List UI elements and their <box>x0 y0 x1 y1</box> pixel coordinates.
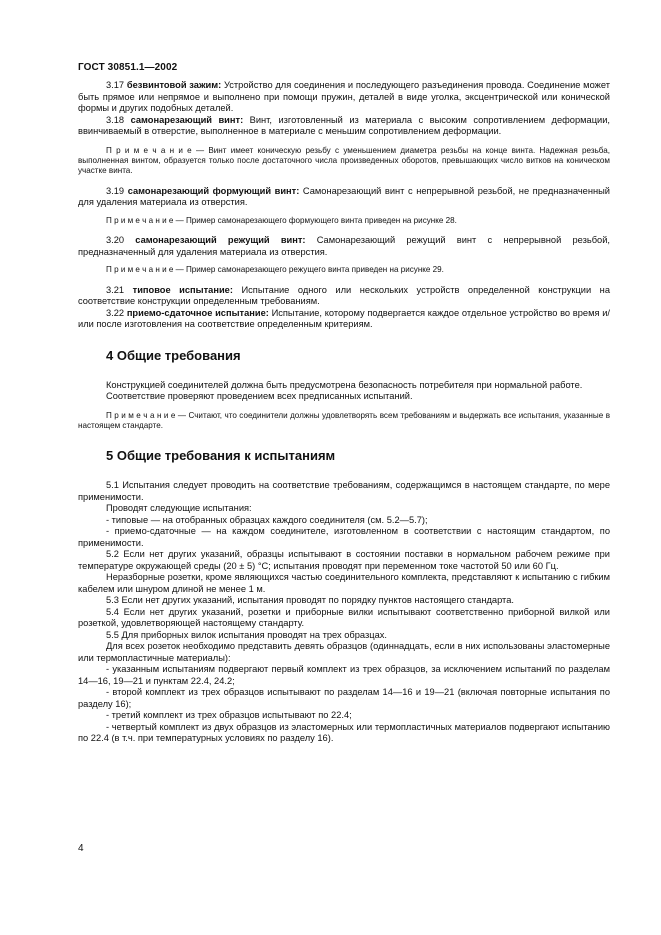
note-3-18: П р и м е ч а н и е — Винт имеет коническую резьбу с уменьшением диаметра резьбы на конце винта. Надежная резьба, выполненная винтом, образуется только после достаточного числа произведенных оборотов, превышающих число витков на коническом участке винта. <box>78 145 611 176</box>
section-4-note: П р и м е ч а н и е — Считают, что соединители должны удовлетворять всем требованиям и выдержать все испытания, указанные в настоящем стандарте. <box>78 410 610 430</box>
definition-3-18: 3.18 самонарезающий винт: Винт, изготовленный из материала с высоким сопротивлением деформации, ввинчиваемый в отверстие, выполненное в материале с меньшим сопротивлением деформации. <box>78 114 610 136</box>
clause-5-5: 5.5 Для приборных вилок испытания проводят на трех образцах. <box>106 629 387 640</box>
list-item: - типовые — на отобранных образцах каждого соединителя (см. 5.2—5.7); <box>106 514 428 525</box>
list-item: - третий комплект из трех образцов испытывают по 22.4; <box>106 710 352 721</box>
section-4-paragraph: Конструкцией соединителей должна быть предусмотрена безопасность потребителя при нормальной работе. <box>106 379 583 390</box>
clause-5-1: 5.1 Испытания следует проводить на соответствие требованиям, содержащимся в настоящем стандарте, по мере применимости. <box>78 480 610 502</box>
definition-3-19: 3.19 самонарезающий формующий винт: Самонарезающий винт с непрерывной резьбой, не предназначенный для удаления материала из отверстия. <box>78 185 610 208</box>
definition-3-17: 3.17 безвинтовой зажим: Устройство для соединения и последующего разъединения провода. Соединение может быть прямое или непрямое и выполнено при помощи пружин, деталей в виде уголка, эксцентрической или конической формы и других подобных деталей. <box>78 80 610 113</box>
list-item: - четвертый комплект из двух образцов из эластомерных или термопластичных материалов подвергают испытанию по 22.4 (в т.ч. при температурных условиях по разделу 16). <box>78 721 610 744</box>
document-header: ГОСТ 30851.1—2002 <box>78 62 178 73</box>
section-4-compliance: Соответствие проверяют проведением всех предписанных испытаний. <box>106 391 413 402</box>
section-5-title: 5 Общие требования к испытаниям <box>106 448 336 464</box>
clause-5-4: 5.4 Если нет других указаний, розетки и приборные вилки испытывают соответственно приборной вилкой или розеткой, удовлетворяющей настоящему стандарту. <box>78 606 610 629</box>
list-item: - второй комплект из трех образцов испытывают по разделам 14—16 и 19—21 (включая повторные испытания по разделу 16); <box>78 687 610 709</box>
clause-5-2: 5.2 Если нет других указаний, образцы испытывают в состоянии поставки в нормальном рабочем режиме при температуре окружающей среды (20 ± 5) °С; испытания проводят при переменном токе частотой 50 или 60 Гц. <box>78 549 610 571</box>
page-number: 4 <box>78 843 84 854</box>
clause-5-1-tests: Проводят следующие испытания: <box>106 503 252 514</box>
definition-3-21: 3.21 типовое испытание: Испытание одного или нескольких устройств определенной конструкции на соответствие конструкции определенным требованиям. <box>78 284 610 307</box>
list-item: - указанным испытаниям подвергают первый комплект из трех образцов, за исключением испытаний по разделам 14—16, 19—21 и пунктам 22.4, 24.2; <box>78 664 610 686</box>
clause-5-2-sockets: Неразборные розетки, кроме являющихся частью соединительного комплекта, представляют к испытанию с гибким кабелем или шнуром длиной не менее 1 м. <box>78 572 610 594</box>
list-item: - приемо-сдаточные — на каждом соединителе, изготовленном в соответствии с настоящим стандартом, по применимости. <box>78 526 610 548</box>
definition-3-22: 3.22 приемо-сдаточное испытание: Испытание, которому подвергается каждое отдельное устройство во время и/или после изготовления на соответствие определенным критериям. <box>78 307 610 330</box>
page-content <box>78 80 610 745</box>
section-4-title: 4 Общие требования <box>106 347 241 363</box>
note-3-19: П р и м е ч а н и е — Пример самонарезающего формующего винта приведен на рисунке 28. <box>106 215 457 225</box>
clause-5-5-sockets: Для всех розеток необходимо представить девять образцов (одиннадцать, если в них использованы эластомерные или термопластичные материалы): <box>78 641 610 663</box>
clause-5-3: 5.3 Если нет других указаний, испытания проводят по порядку пунктов настоящего стандарта. <box>106 595 514 606</box>
note-3-20: П р и м е ч а н и е — Пример самонарезающего режущего винта приведен на рисунке 29. <box>106 265 444 275</box>
definition-3-20: 3.20 самонарезающий режущий винт: Самонарезающий режущий винт с непрерывной резьбой, предназначенный для удаления материала из отверстия. <box>78 235 610 257</box>
